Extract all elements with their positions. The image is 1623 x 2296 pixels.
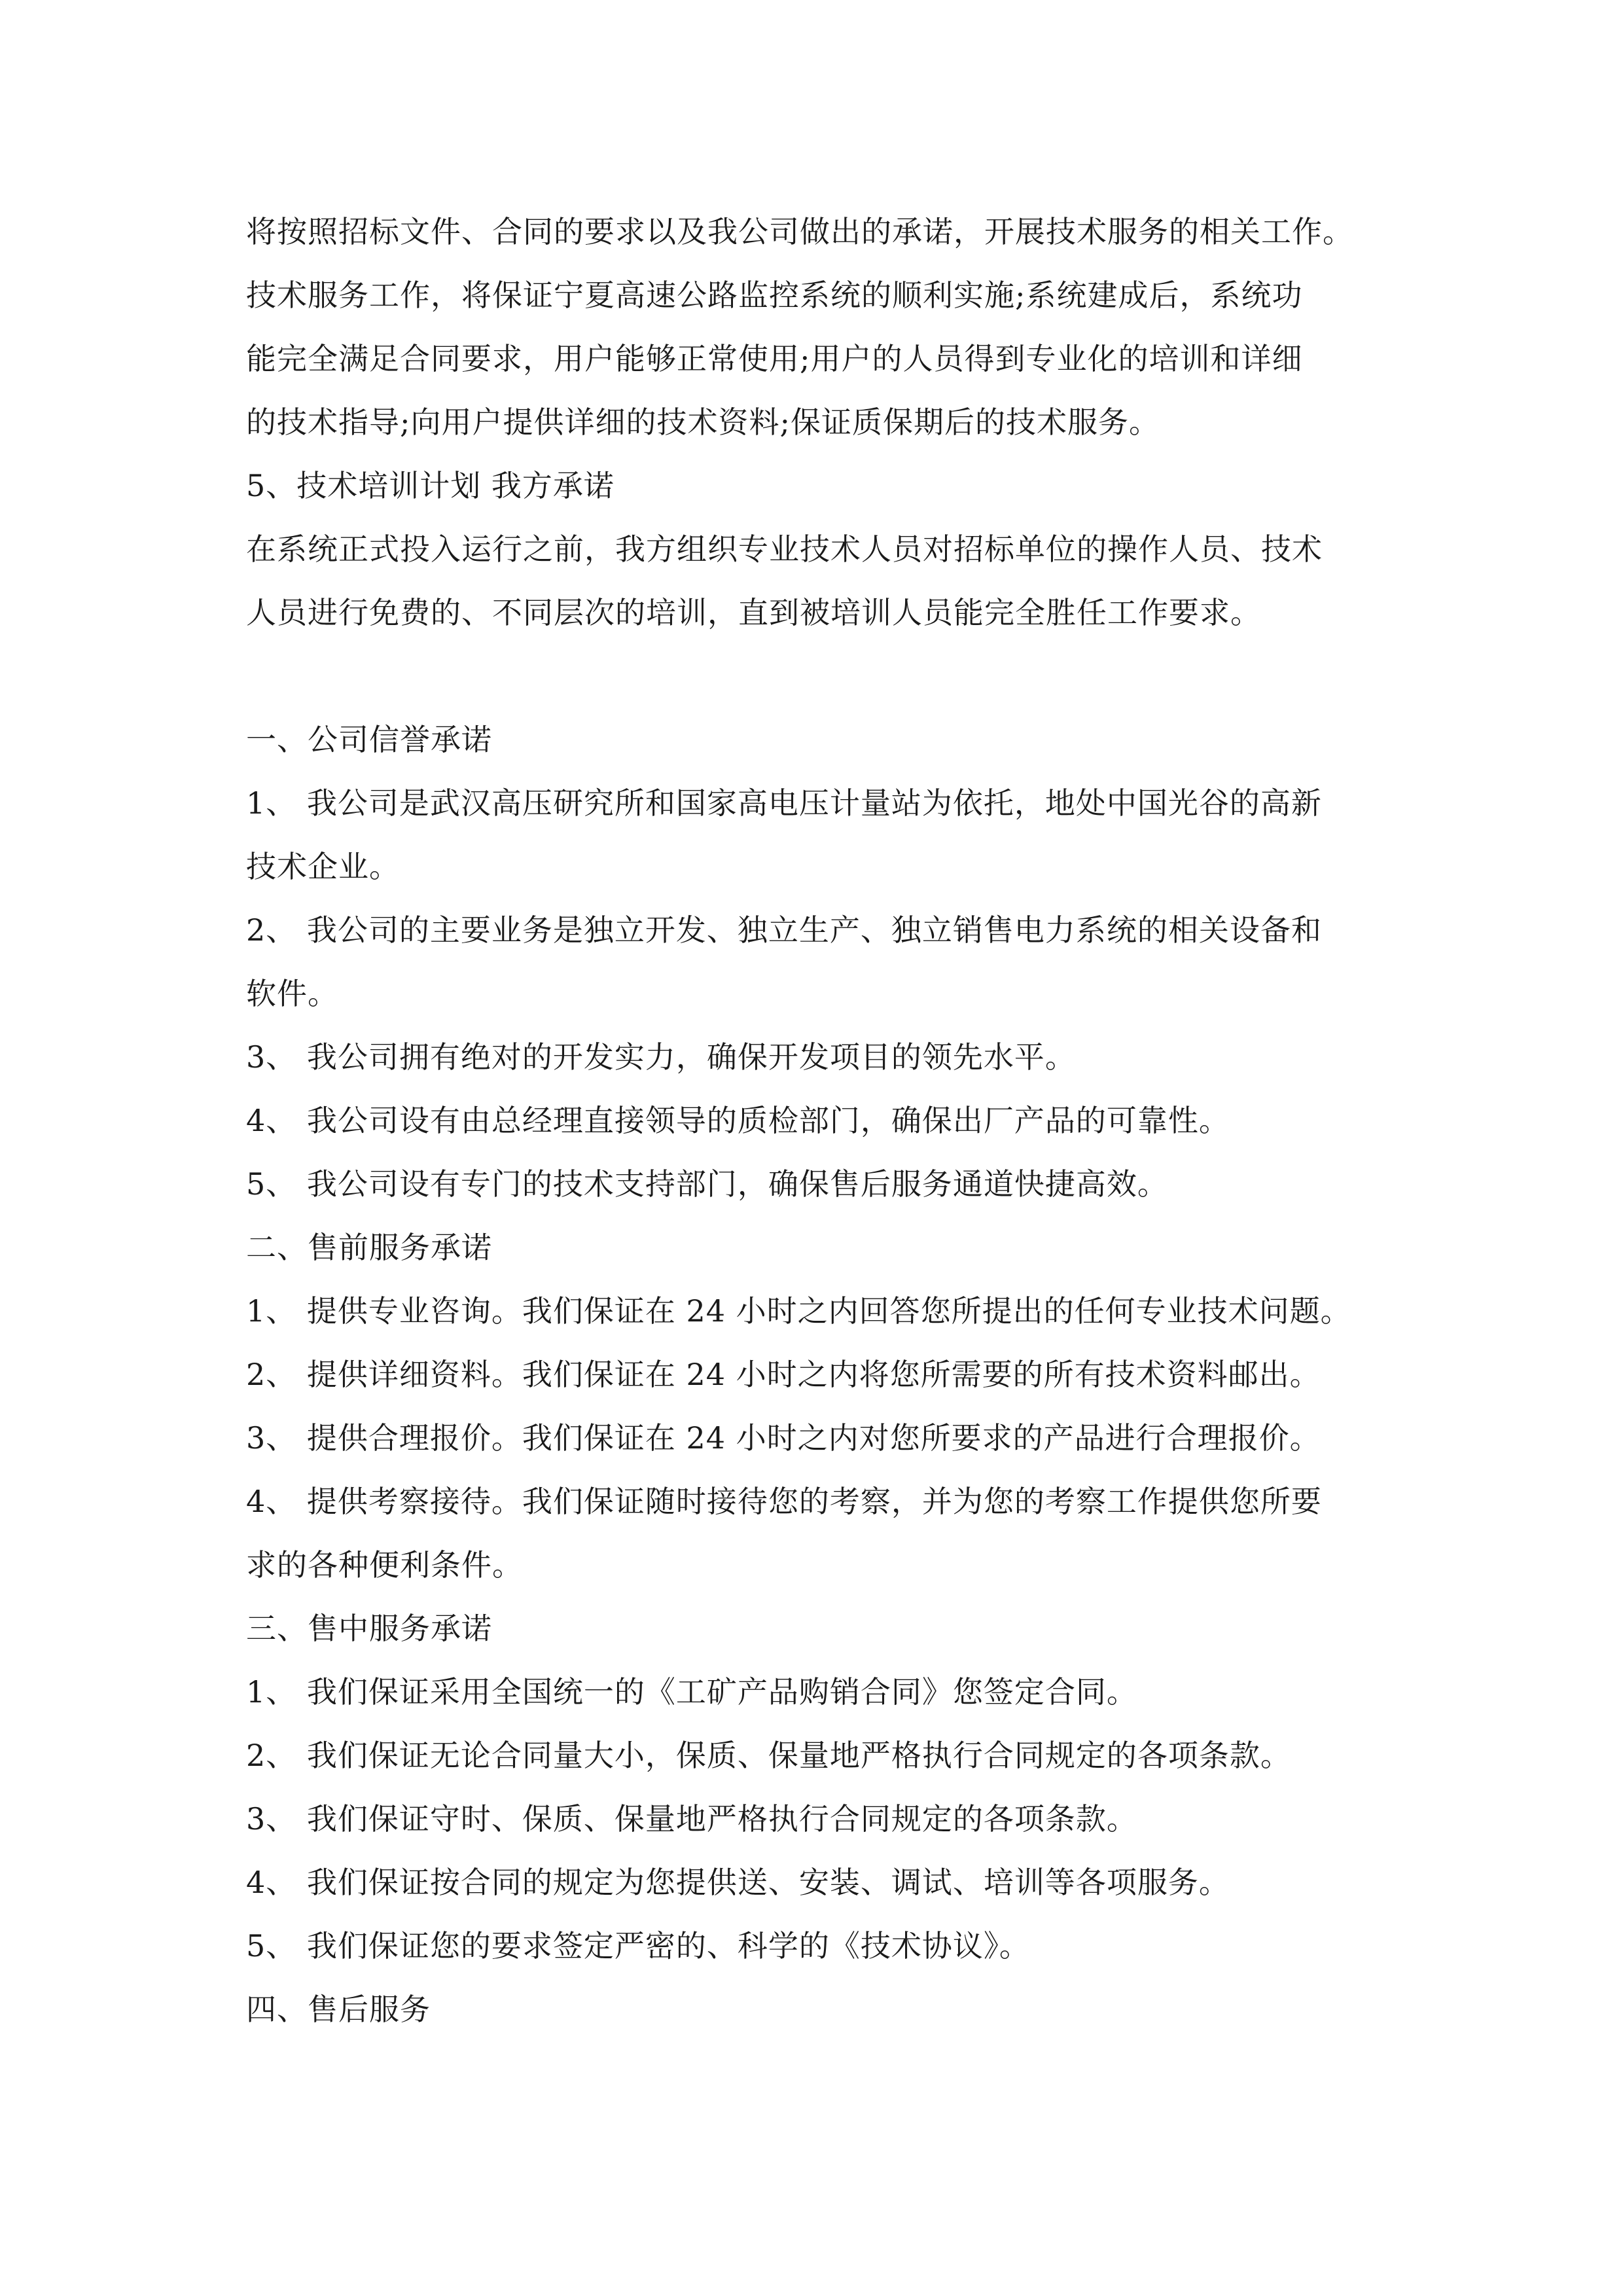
intro-line: 将按照招标文件、合同的要求以及我公司做出的承诺，开展技术服务的相关工作。 <box>246 214 1353 249</box>
list-item: 1、 我公司是武汉高压研究所和国家高电压计量站为依托，地处中国光谷的高新 <box>246 785 1322 821</box>
training-plan-heading: 5、技术培训计划 我方承诺 <box>246 468 615 503</box>
paragraph-gap <box>246 645 1411 708</box>
section-heading-reputation: 一、公司信誉承诺 <box>246 722 492 757</box>
list-item-continuation: 求的各种便利条件。 <box>246 1547 523 1583</box>
list-item: 5、 我们保证您的要求签定严密的、科学的《技术协议》。 <box>246 1928 1030 1964</box>
list-item-continuation: 软件。 <box>246 976 338 1011</box>
list-item: 1、 我们保证采用全国统一的《工矿产品购销合同》您签定合同。 <box>246 1674 1137 1710</box>
intro-line: 在系统正式投入运行之前，我方组织专业技术人员对招标单位的操作人员、技术 <box>246 531 1323 567</box>
section-heading-presales: 二、售前服务承诺 <box>246 1230 492 1265</box>
list-item-continuation: 技术企业。 <box>246 849 400 884</box>
intro-line: 人员进行免费的、不同层次的培训，直到被培训人员能完全胜任工作要求。 <box>246 595 1261 630</box>
list-item: 2、 提供详细资料。我们保证在 24 小时之内将您所需要的所有技术资料邮出。 <box>246 1357 1321 1392</box>
section-heading-insales: 三、售中服务承诺 <box>246 1611 492 1646</box>
list-item: 1、 提供专业咨询。我们保证在 24 小时之内回答您所提出的任何专业技术问题。 <box>246 1293 1351 1329</box>
intro-line: 能完全满足合同要求，用户能够正常使用;用户的人员得到专业化的培训和详细 <box>246 341 1303 376</box>
list-item: 4、 我们保证按合同的规定为您提供送、安装、调试、培训等各项服务。 <box>246 1865 1230 1900</box>
list-item: 3、 提供合理报价。我们保证在 24 小时之内对您所要求的产品进行合理报价。 <box>246 1420 1321 1456</box>
document-body <box>246 200 1411 2041</box>
list-item: 3、 我们保证守时、保质、保量地严格执行合同规定的各项条款。 <box>246 1801 1137 1837</box>
list-item: 4、 我公司设有由总经理直接领导的质检部门，确保出厂产品的可靠性。 <box>246 1103 1230 1138</box>
list-item: 2、 我公司的主要业务是独立开发、独立生产、独立销售电力系统的相关设备和 <box>246 912 1322 948</box>
list-item: 2、 我们保证无论合同量大小，保质、保量地严格执行合同规定的各项条款。 <box>246 1738 1291 1773</box>
intro-line: 技术服务工作，将保证宁夏高速公路监控系统的顺利实施;系统建成后，系统功 <box>246 278 1303 313</box>
section-heading-aftersales: 四、售后服务 <box>246 1992 431 2027</box>
list-item: 4、 提供考察接待。我们保证随时接待您的考察，并为您的考察工作提供您所要 <box>246 1484 1322 1519</box>
list-item: 3、 我公司拥有绝对的开发实力，确保开发项目的领先水平。 <box>246 1039 1076 1075</box>
list-item: 5、 我公司设有专门的技术支持部门，确保售后服务通道快捷高效。 <box>246 1166 1168 1202</box>
intro-line: 的技术指导;向用户提供详细的技术资料;保证质保期后的技术服务。 <box>246 404 1160 440</box>
